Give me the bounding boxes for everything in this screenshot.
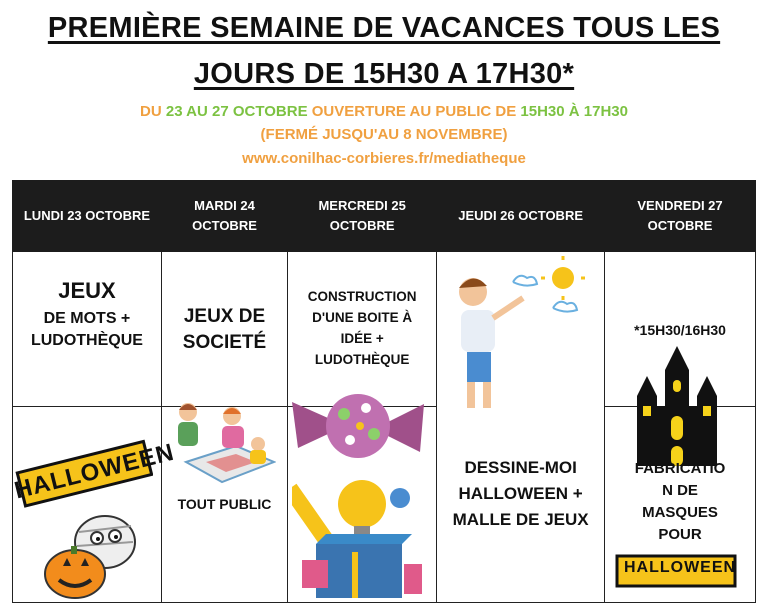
- vendredi-line3: MASQUES: [642, 504, 718, 521]
- page-title-line2: JOURS DE 15H30 A 17H30*: [193, 58, 575, 90]
- cell-vendredi: [605, 252, 756, 603]
- mummy-pumpkin-icon: [43, 502, 153, 602]
- mercredi-line3: IDÉE +: [340, 331, 384, 346]
- day-vendredi: VENDREDI 27 OCTOBRE: [605, 181, 756, 252]
- jeudi-line1: DESSINE-MOI: [464, 458, 577, 477]
- mardi-public: TOUT PUBLIC: [177, 496, 272, 512]
- info-hours: 15H30 À 17H30: [520, 103, 628, 120]
- child-painting-icon: [443, 256, 593, 416]
- mardi-line1: JEUX DE: [183, 306, 266, 327]
- cell-mercredi: [288, 252, 437, 603]
- lundi-line1: JEUX: [58, 278, 116, 303]
- schedule-table: [12, 180, 756, 603]
- cell-mardi: [161, 252, 287, 603]
- lundi-highlight: LUDOTHÈQUE: [30, 332, 143, 349]
- haunted-house-icon: [633, 346, 721, 466]
- lundi-line2: DE MOTS +: [43, 310, 131, 327]
- activities-row: [13, 252, 756, 603]
- vendredi-line2: N DE: [662, 482, 698, 499]
- info-du: DU: [140, 103, 166, 120]
- mardi-line2: SOCIETÉ: [182, 332, 267, 353]
- board-game-kids-icon: [166, 392, 276, 492]
- info-dates: 23 AU 27 OCTOBRE: [165, 103, 308, 120]
- vendredi-line4: POUR: [658, 526, 702, 543]
- cell-jeudi: [437, 252, 605, 603]
- vendredi-line1: FABRICATIO: [634, 460, 726, 477]
- opening-info: [0, 103, 768, 120]
- candy-icon: [288, 382, 428, 462]
- idea-box-icon: [292, 464, 424, 600]
- days-header-row: [13, 181, 756, 252]
- mercredi-highlight: LUDOTHÈQUE: [314, 352, 410, 367]
- website-link[interactable]: www.conilhac-corbieres.fr/mediatheque: [242, 150, 526, 167]
- page-title-line1: PREMIÈRE SEMAINE DE VACANCES TOUS LES: [47, 12, 721, 44]
- mercredi-line1: CONSTRUCTION: [307, 289, 417, 304]
- jeudi-highlight: MALLE DE JEUX: [452, 510, 589, 529]
- info-ouverture: OUVERTURE AU PUBLIC DE: [307, 103, 521, 120]
- day-lundi: LUNDI 23 OCTOBRE: [13, 181, 162, 252]
- jeudi-line2: HALLOWEEN +: [458, 484, 583, 503]
- day-mercredi: MERCREDI 25 OCTOBRE: [288, 181, 437, 252]
- halloween-logo-text: HALLOWEEN: [11, 438, 178, 505]
- mercredi-line2: D'UNE BOITE À: [312, 310, 413, 325]
- closed-notice: (FERMÉ JUSQU'AU 8 NOVEMBRE): [260, 126, 508, 143]
- cell-lundi: [11, 252, 178, 603]
- day-mardi: MARDI 24 OCTOBRE: [161, 181, 287, 252]
- vendredi-note: *15H30/16H30: [634, 322, 726, 338]
- day-jeudi: JEUDI 26 OCTOBRE: [437, 181, 605, 252]
- halloween-logo-small-text: HALLOWEEN: [623, 559, 737, 576]
